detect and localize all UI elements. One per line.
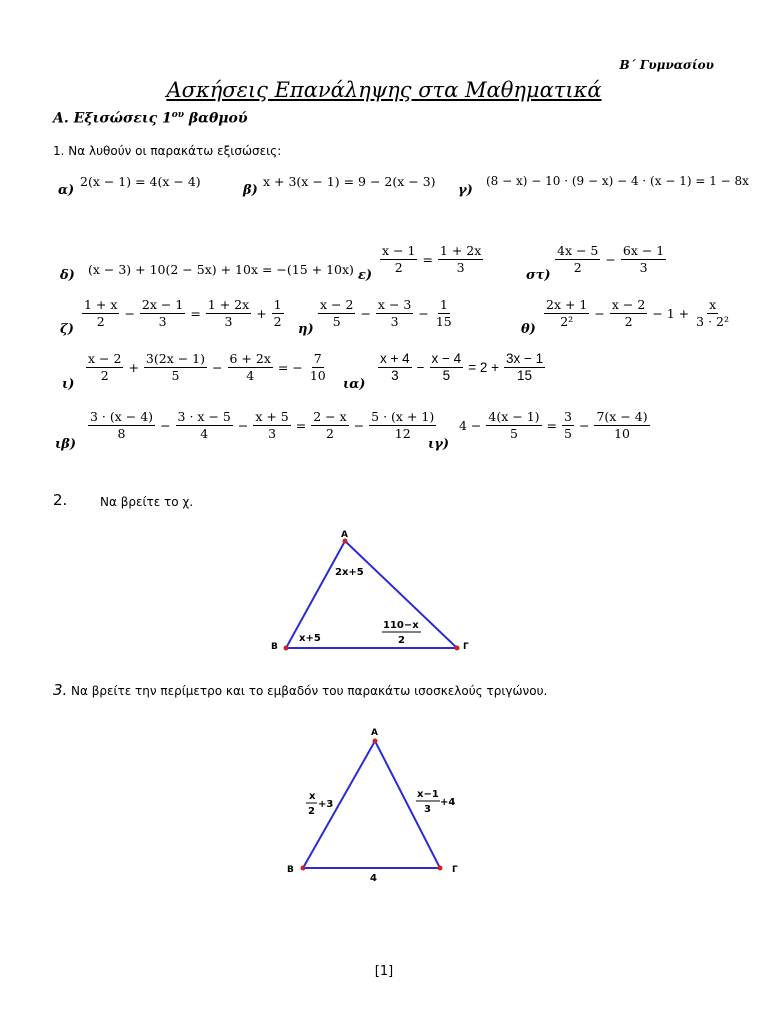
equation-h: $\frac{x - 2}{5}$ − $\frac{x - 3}{3}$ − $\frac{1}{15}$ [320,297,452,329]
label-st: στ) [526,268,551,283]
right-side-denominator: 3 [424,804,431,815]
vertex-b-2 [301,866,306,871]
exercise-3-instruction: Να βρείτε την περίμετρο και το εμβαδόν του παρακάτω ισοσκελούς τριγώνου. [71,684,548,698]
vertex-g-1 [455,646,460,651]
equation-st: $\frac{4x - 5}{2}$ − $\frac{6x - 1}{3}$ [557,243,665,275]
label-ia: ια) [343,377,366,392]
label-ig: ιγ) [428,437,450,452]
right-side-numerator: x−1 [417,789,439,800]
vertex-label-a-1: Α [341,530,348,540]
equation-z: $\frac{1 + x}{2}$ − $\frac{2x - 1}{3}$ = $\frac{1 + 2x}{3}$ + $\frac{1}{2}$ [84,297,282,329]
equation-ig: 4 − $\frac{4(x - 1)}{5}$ = $\frac{3}{5}$ − $\frac{7(x - 4)}{10}$ [459,409,648,441]
equation-b: x + 3(x − 1) = 9 − 2(x − 3) [263,174,436,189]
label-b: β) [243,183,258,198]
vertex-label-a-2: Α [371,728,378,738]
exercise-1-instruction: 1. Να λυθούν οι παρακάτω εξισώσεις: [53,144,282,158]
label-a: α) [58,183,75,198]
left-side-denominator: 2 [308,806,315,817]
vertex-b-1 [284,646,289,651]
label-i: ι) [62,377,75,392]
left-side-tail: +3 [318,799,334,810]
label-z: ζ) [60,322,74,337]
equation-g: (8 − x) − 10 · (9 − x) − 4 · (x − 1) = 1 − 8x [486,174,749,188]
left-side-numerator: x [309,791,316,802]
vertex-label-g-1: Γ [463,642,469,652]
equation-ib: $\frac{3 \cdot (x - 4)}{8}$ − $\frac{3 \cdot x - 5}{4}$ − $\frac{x + 5}{3}$ = $\frac{2 - x}{2}$ − $\frac{5 \cdot (x + 1)}{12}$ [90,409,435,441]
label-h: η) [298,322,314,337]
vertex-label-b-1: Β [271,642,278,652]
base-label: 4 [370,873,377,884]
angle-b-label: x+5 [299,633,321,644]
angle-g-numerator: 110−x [383,620,419,631]
vertex-g-2 [438,866,443,871]
exercise-2-number: 2. [53,491,68,509]
vertex-a-2 [373,739,378,744]
grade-label: Β΄ Γυμνασίου [619,58,714,72]
equation-d: (x − 3) + 10(2 − 5x) + 10x = −(15 + 10x) [88,262,354,277]
label-th: θ) [521,322,536,337]
angle-g-denominator: 2 [398,635,405,646]
label-d: δ) [60,268,75,283]
label-e: ε) [358,268,373,283]
triangle-1-outline [286,541,457,648]
section-heading: Α. Εξισώσεις $1^{o\upsilon}$ βαθμού [53,110,248,127]
label-g: γ) [458,183,473,198]
exercise-3-number: 3. [53,681,68,699]
page-title: Ασκήσεις Επανάληψης στα Μαθηματικά [166,78,602,102]
equation-i: $\frac{x - 2}{2}$ + $\frac{3(2x - 1)}{5}$ − $\frac{6 + 2x}{4}$ = − $\frac{7}{10}$ [88,351,326,383]
equation-a: 2(x − 1) = 4(x − 4) [80,174,201,189]
vertex-label-g-2: Γ [452,865,458,875]
exercise-2-instruction: Να βρείτε το χ. [100,495,194,509]
equation-ia: $\frac{x + 4}{3}$ − $\frac{x - 4}{5}$ = 2 + $\frac{3x - 1}{15}$ [380,351,544,383]
vertex-label-b-2: Β [287,865,294,875]
label-ib: ιβ) [55,437,77,452]
equation-th: $\frac{2x + 1}{\text{2²}}$ − $\frac{x - 2}{2}$ − 1 + $\frac{x}{\text{3 · 2²}}$ [546,297,730,329]
angle-a-label: 2x+5 [335,567,364,578]
page-number: [1] [374,964,394,979]
right-side-tail: +4 [440,797,456,808]
equation-e: $\frac{x - 1}{2}$ = $\frac{1 + 2x}{3}$ [382,243,482,275]
